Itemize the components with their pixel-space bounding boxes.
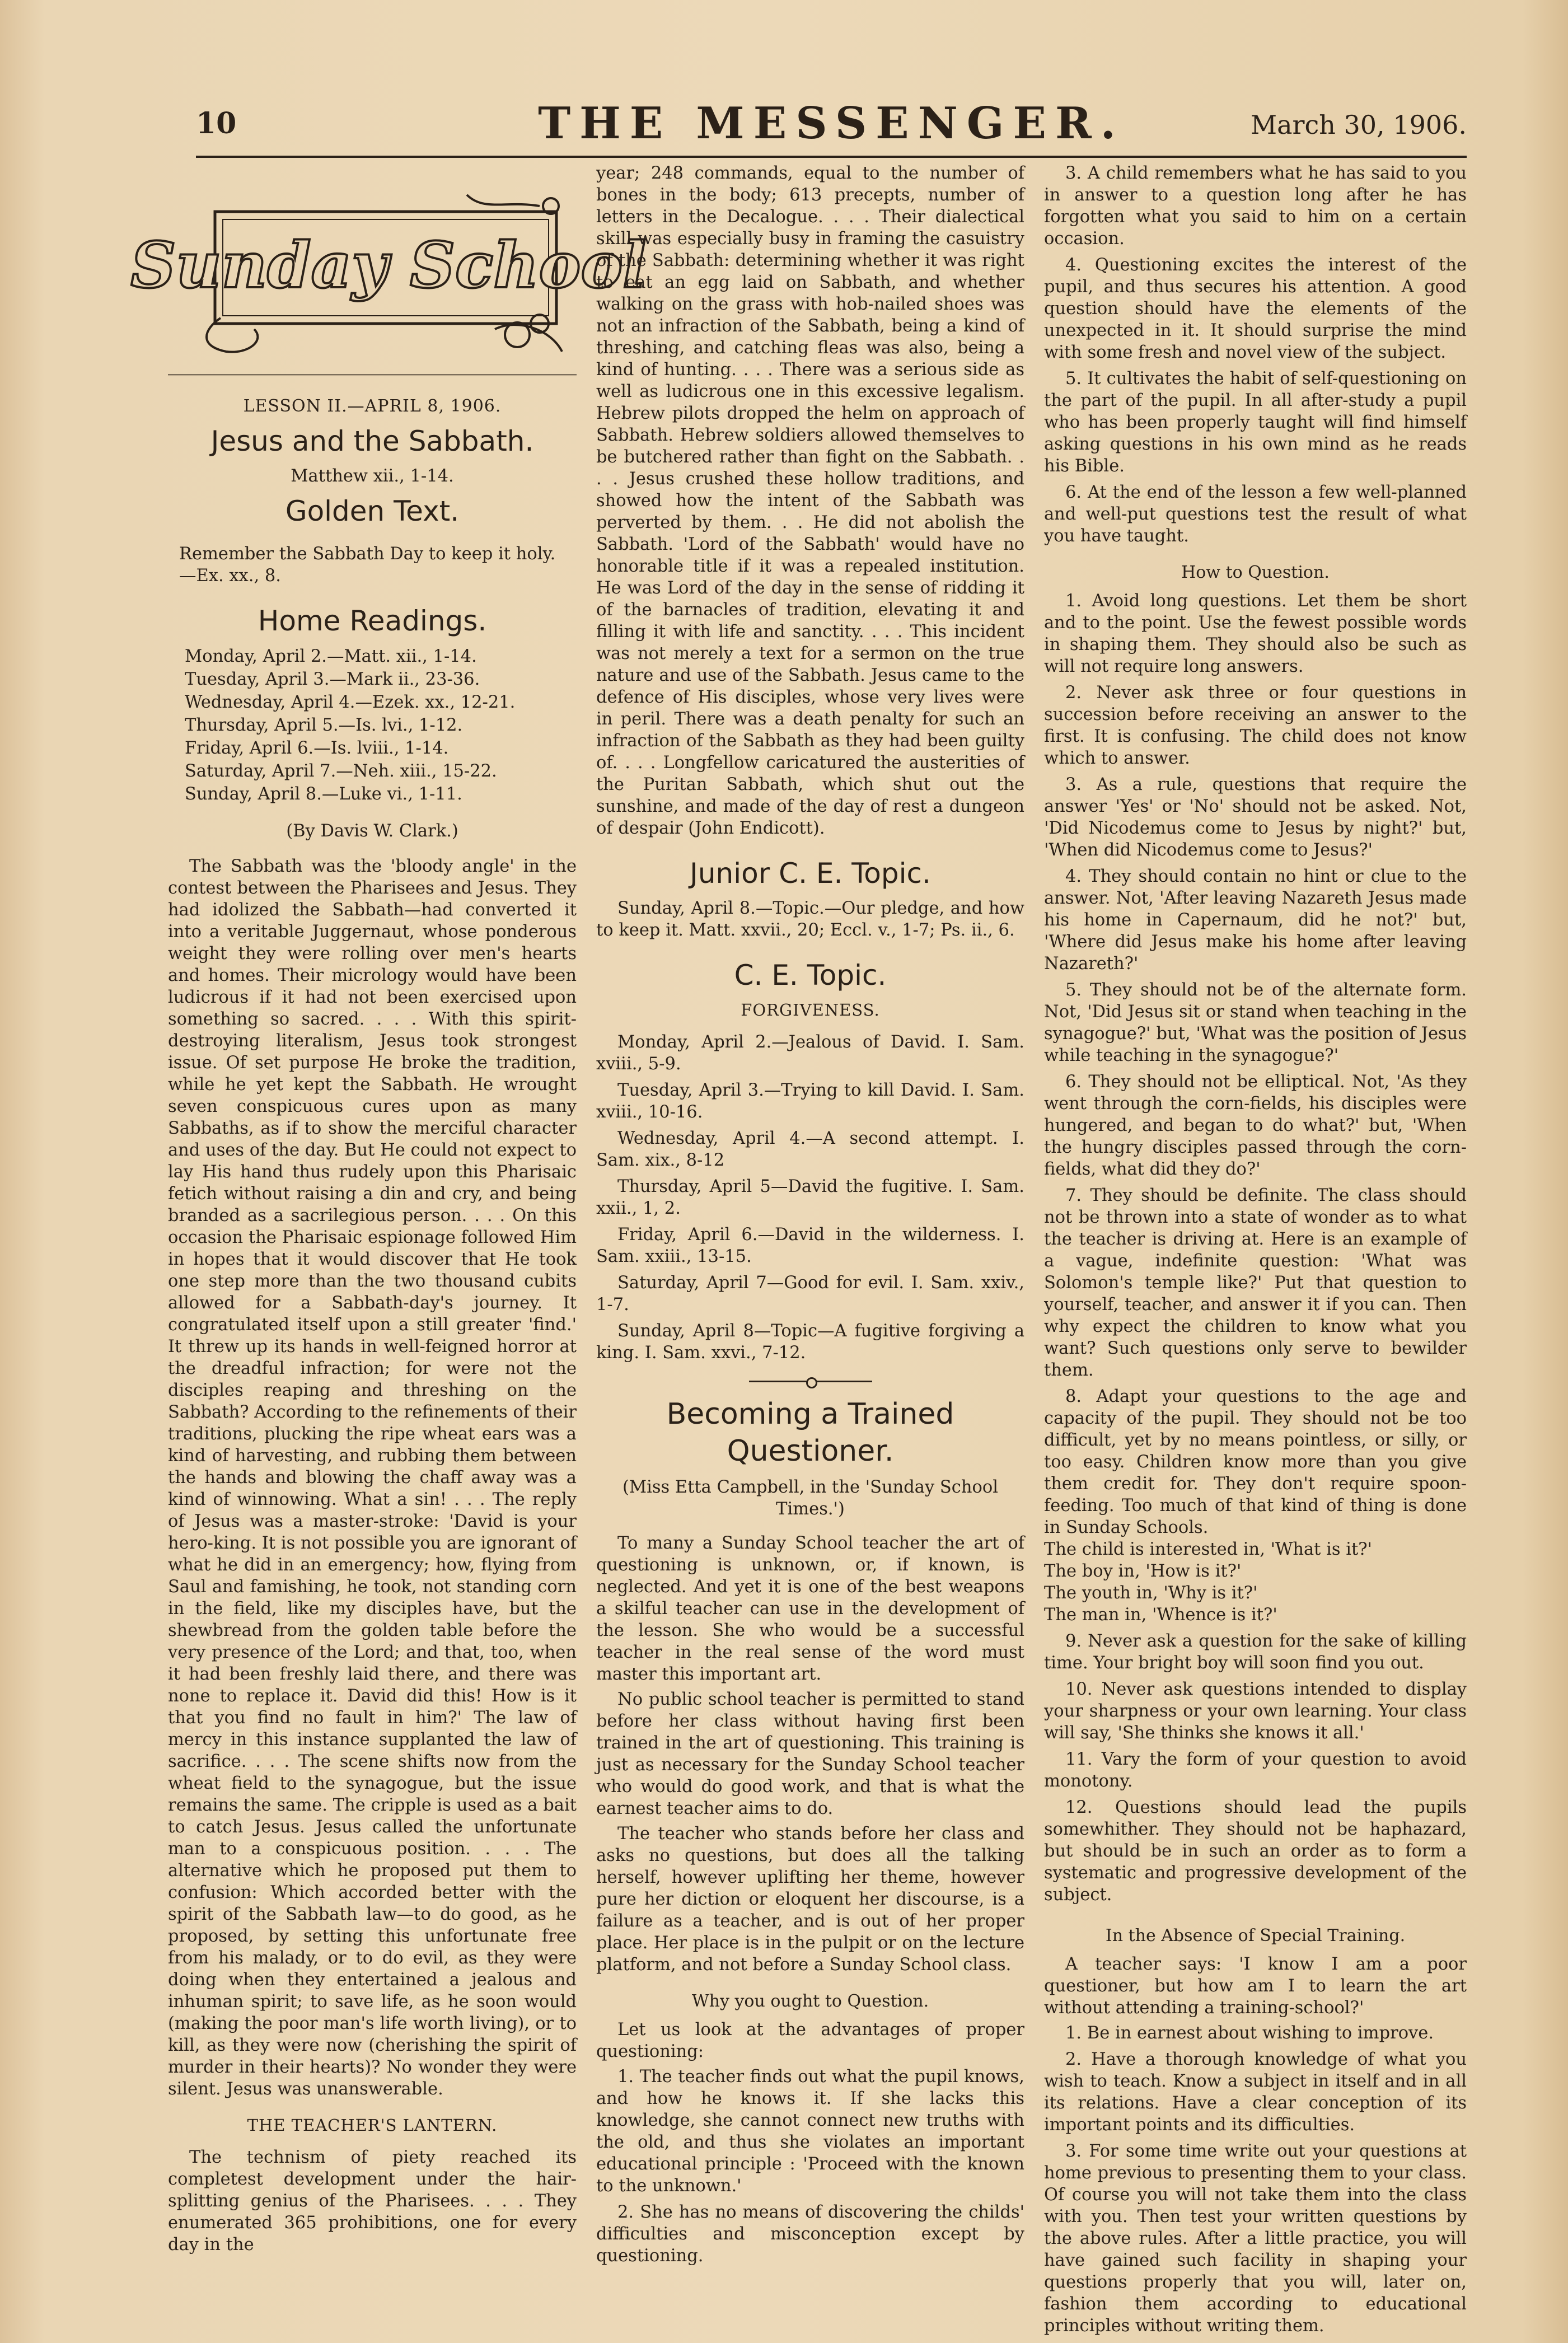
how-question-item: 4. They should contain no hint or clue to the answer. Not, 'After leaving Nazareth Jesus made his home in Capernaum, did he not?' but, 'Where did Jesus make his home after leaving Nazareth?' [1044,867,1467,974]
article-paragraph: To many a Sunday School teacher the art of questioning is unknown, or, if known, is neglected. And yet it is one of the best weapons a skilful teacher can use in the development of the lesson. She who would be a successful teacher in the real sense of the word must master this important art. [596,1533,1024,1684]
home-readings-heading: Home Readings. [258,605,487,637]
ce-topic-item: Saturday, April 7—Good for evil. I. Sam. xxiv., 1-7. [596,1273,1024,1315]
ce-topic-item: Wednesday, April 4.—A second attempt. I. Sam. xix., 8-12 [596,1129,1024,1170]
why-question-item: 1. The teacher finds out what the pupil knows, and how he knows it. If she lacks this knowledge, she cannot connect new truths with the old, and thus she violates an important educational principle : 'Proceed with the known to the unknown.' [596,2067,1024,2196]
junior-ce-heading: Junior C. E. Topic. [690,857,931,890]
why-question-intro: Let us look at the advantages of proper questioning: [596,2020,1024,2061]
header-rule [196,156,1467,158]
lantern-text-continued: year; 248 commands, equal to the number of bones in the body; 613 precepts, number of letters in the Decalogue. . . . Their dialectical skill was especially busy in framing the casuistry of the Sabbath: determining whether it was right to eat an egg laid on Sabbath, and whether walking on the grass with hob-nailed shoes was not an infraction of the Sabbath, being a kind of threshing, and catching fleas was also, being a kind of hunting. . . . There was a serious side as well as ludicrous one in this excessive legalism. Hebrew pilots dropped the helm on approach of Sabbath. Hebrew soldiers allowed themselves to be butchered rather than fight on the Sabbath. . . . Jesus crushed these hollow traditions, and showed how the intent of the Sabbath was perverted by them. . . He did not abolish the Sabbath. 'Lord of the Sabbath' would have no honorable title if it was a repealed institution. He was Lord of the day in the sense of ridding it of the barnacles of tradition, elevating it and filling it with life and sanctity. . . . This incident was not merely a text for a sermon on the true nature and use of the Sabbath. Jesus came to the defence of His disciples, whose very lives were in peril. There was a death penalty for such an infraction of the Sabbath as they had been guilty of. . . . Longfellow caricatured the austerities of the Puritan Sabbath, which shut out the sunshine, and made of the day of rest a dungeon of despair (John Endicott). [596,163,1024,838]
masthead: THE MESSENGER. [538,98,1125,149]
absence-item: 2. Have a thorough knowledge of what you wish to teach. Know a subject in itself and in all its relations. Have a clear conception of its important points and its difficulties. [1044,2050,1467,2135]
golden-text: Remember the Sabbath Day to keep it holy. —Ex. xx., 8. [179,544,556,586]
ce-topic-item: Friday, April 6.—David in the wilderness. I. Sam. xxiii., 13-15. [596,1225,1024,1266]
how-question-item: 12. Questions should lead the pupils somewhither. They should not be haphazard, but should be in such an order as to form a systematic and progressive development of the subject. [1044,1798,1467,1905]
article-source: (Miss Etta Campbell, in the 'Sunday School Times.') [622,1477,998,1519]
how-question-heading: How to Question. [1181,563,1330,582]
how-question-item: 6. They should not be elliptical. Not, 'As they went through the corn-fields, his disciples were hungered, and began to do what?' but, 'When the hungry disciples passed through the corn-fields, what did they do?' [1044,1072,1467,1179]
ce-topic-subheading: FORGIVENESS. [741,1000,880,1019]
ce-topic-list [596,1031,1024,1364]
logo-rule [168,374,577,376]
column-1 [130,162,647,2259]
why-question-item: 2. She has no means of discovering the childs' difficulties and misconception except by questioning. [596,2202,1024,2266]
article-paragraph: The teacher who stands before her class and asks no questions, but does all the talking herself, however uplifting her theme, however pure her diction or eloquent her discourse, is a failure as a teacher, and is out of her proper place. Her place is in the pulpit or on the lecture platform, and not before a Sunday School class. [596,1824,1024,1975]
article-paragraph: No public school teacher is permitted to stand before her class without having first been trained in the art of questioning. This training is just as necessary for the Sunday School teacher who would do good work, and that is what the earnest teacher aims to do. [596,1690,1024,1818]
page-number: 10 [196,106,237,141]
reading-item: Saturday, April 7.—Neh. xiii., 15-22. [185,761,497,781]
reading-item: Tuesday, April 3.—Mark ii., 23-36. [185,670,480,689]
reading-item: Thursday, April 5.—Is. lvi., 1-12. [185,715,463,735]
how-question-item: 5. They should not be of the alternate form. Not, 'Did Jesus sit or stand when teaching in the synagogue?' but, 'What was the position of Jesus while teaching in the synagogue?' [1044,980,1467,1065]
ce-topic-item: Monday, April 2.—Jealous of David. I. Sam. xviii., 5-9. [596,1032,1024,1074]
ce-topic-item: Tuesday, April 3.—Trying to kill David. I. Sam. xviii., 10-16. [596,1081,1024,1122]
home-readings-list [185,645,577,806]
lantern-text: The technism of piety reached its completest development under the hair-splitting genius of the Pharisees. . . . They enumerated 365 prohibitions, one for every day in the [168,2148,577,2255]
why-question-item: 4. Questioning excites the interest of the pupil, and thus secures his attention. A good question should have the elements of the unexpected in it. It should surprise the mind with some fresh and novel view of the subject. [1044,255,1467,362]
lesson-reference: Matthew xii., 1-14. [291,466,454,486]
column-2 [596,162,1024,2271]
lesson-body: The Sabbath was the 'bloody angle' in the contest between the Pharisees and Jesus. They had idolized the Sabbath—had converted it into a veritable Juggernaut, whose ponderous weight they were rolling over men's hearts and homes. Their micrology would have been ludicrous if it had not been exercised upon something so sacred. . . . With this spirit-destroying literalism, Jesus took strongest issue. Of set purpose He broke the tradition, while he yet kept the Sabbath. He wrought seven conspicuous cures upon as many Sabbaths, as if to show the merciful character and uses of the day. But He could not expect to lay His hand thus rudely upon this Pharisaic fetich without raising a din and cry, and being branded as a sacrilegious person. . . . On this occasion the Pharisaic espionage followed Him in hopes that it would discover that He took one step more than the two thousand cubits allowed for a Sabbath-day's journey. It congratulated itself upon a still greater 'find.' It threw up its hands in well-feigned horror at the dreadful infraction; for were not the disciples reaping and threshing on the Sabbath? According to the refinements of their traditions, plucking the ripe wheat ears was a kind of harvesting, and rubbing them between the hands and blowing the chaff away was a kind of winnowing. What a sin! . . . The reply of Jesus was a master-stroke: 'David is your hero-king. It is not possible you are ignorant of what he did in an emergency; how, flying from Saul and famishing, he took, not standing corn in the field, like my disciples have, but the shewbread from the golden table before the very presence of the Lord; and that, too, when it had been freshly laid there, and there was none to replace it. David did this! How is it that you find no fault in him?' The law of mercy in this instance supplanted the law of sacrifice. . . . The scene shifts now from the wheat field to the synagogue, but the issue remains the same. The cripple is used as a bait to catch Jesus. Jesus called the unfortunate man to a conspicuous position. . . . The alternative which he proposed put them to confusion: Which accorded better with the spirit of the Sabbath law—to do good, as he proposed, by setting this unfortunate free from his malady, or to do evil, as they were doing when they entertained a jealous and inhuman spirit; to save life, as he soon would (making the poor man's life worth living), or to kill, as they were now (cherishing the spirit of murder in their hearts)? No wonder they were silent. Jesus was unanswerable. [168,857,577,2099]
why-question-item: 5. It cultivates the habit of self-questioning on the part of the pupil. In all after-study a pupil who has been properly taught will find himself asking questions in his own mind as he reads his Bible. [1044,369,1467,476]
lantern-heading: THE TEACHER'S LANTERN. [247,2116,498,2135]
absence-item: 3. For some time write out your questions at home previous to presenting them to your class. Of course you will not take them into the class with you. Then test your written questions by the above rules. After a little practice, you will have gained such facility in shaping your questions properly that you will, later on, fashion them according to educational principles without writing them. [1044,2141,1467,2336]
reading-item: Friday, April 6.—Is. lviii., 1-14. [185,738,449,758]
lesson-author: (By Davis W. Clark.) [286,821,458,841]
sunday-school-logo [130,189,647,357]
junior-ce-text: Sunday, April 8.—Topic.—Our pledge, and how to keep it. Matt. xxvii., 20; Eccl. v., 1-7; Ps. ii., 6. [596,899,1024,940]
column-3 [1044,162,1467,2341]
why-question-item: 6. At the end of the lesson a few well-planned and well-put questions test the result of what you have taught. [1044,483,1467,546]
how-question-item: 7. They should be definite. The class should not be thrown into a state of wonder as to what the teacher is driving at. Here is an example of a vague, indefinite question: 'What was Solomon's temple like?' Put that question to yourself, teacher, and answer it if you can. Then why expect the children to know what you want? Such questions only serve to bewilder them. [1044,1186,1467,1380]
issue-date: March 30, 1906. [1251,110,1467,140]
how-question-item: 8. Adapt your questions to the age and capacity of the pupil. They should not be too difficult, yet by no means pointless, or silly, or too easy. Children know more than you give them credit for. They don't require spoon-feeding. Too much of that kind of thing is done in Sunday Schools. The child is interested in, 'What is it?' The boy in, 'How is it?' The youth in, 'Why is it?' The man in, 'Whence is it?' [1044,1387,1467,1625]
ce-topic-item: Sunday, April 8—Topic—A fugitive forgiving a king. I. Sam. xxvi., 7-12. [596,1321,1024,1363]
ce-topic-heading: C. E. Topic. [734,959,887,992]
why-question-item: 3. A child remembers what he has said to you in answer to a question long after he has forgotten what you said to him on a certain occasion. [1044,163,1467,249]
absence-intro: A teacher says: 'I know I am a poor questioner, but how am I to learn the art without attending a training-school?' [1044,1954,1467,2018]
reading-item: Sunday, April 8.—Luke vi., 1-11. [185,784,462,804]
how-question-item: 10. Never ask questions intended to display your sharpness or your own learning. Your class will say, 'She thinks she knows it all.' [1044,1680,1467,1743]
how-question-item: 11. Vary the form of your question to avoid monotony. [1044,1750,1467,1791]
how-question-item: 9. Never ask a question for the sake of killing time. Your bright boy will soon find you out. [1044,1631,1467,1673]
reading-item: Monday, April 2.—Matt. xii., 1-14. [185,647,477,666]
reading-item: Wednesday, April 4.—Ezek. xx., 12-21. [185,693,516,712]
how-question-item: 1. Avoid long questions. Let them be short and to the point. Use the fewest possible words in shaping them. They should also be such as will not require long answers. [1044,591,1467,676]
logo-text: Sunday School [130,229,647,302]
page-header [196,95,1467,157]
absence-item: 1. Be in earnest about wishing to improve. [1065,2023,1434,2043]
absence-heading: In the Absence of Special Training. [1105,1926,1406,1946]
sunday-school-logo-art [130,189,647,357]
section-divider [749,1381,872,1382]
lesson-title: Jesus and the Sabbath. [210,425,534,457]
why-question-heading: Why you ought to Question. [691,1991,929,2011]
ce-topic-item: Thursday, April 5—David the fugitive. I. Sam. xxii., 1, 2. [596,1177,1024,1218]
golden-text-heading: Golden Text. [285,495,460,527]
lesson-label: LESSON II.—APRIL 8, 1906. [243,396,502,416]
how-question-item: 3. As a rule, questions that require the answer 'Yes' or 'No' should not be asked. Not, 'Did Nicodemus come to Jesus by night?' but, 'When did Nicodemus come to Jesus?' [1044,775,1467,860]
article-heading: Becoming a Trained Questioner. [666,1397,954,1468]
how-question-item: 2. Never ask three or four questions in succession before receiving an answer to the first. It is confusing. The child does not know which to answer. [1044,683,1467,768]
